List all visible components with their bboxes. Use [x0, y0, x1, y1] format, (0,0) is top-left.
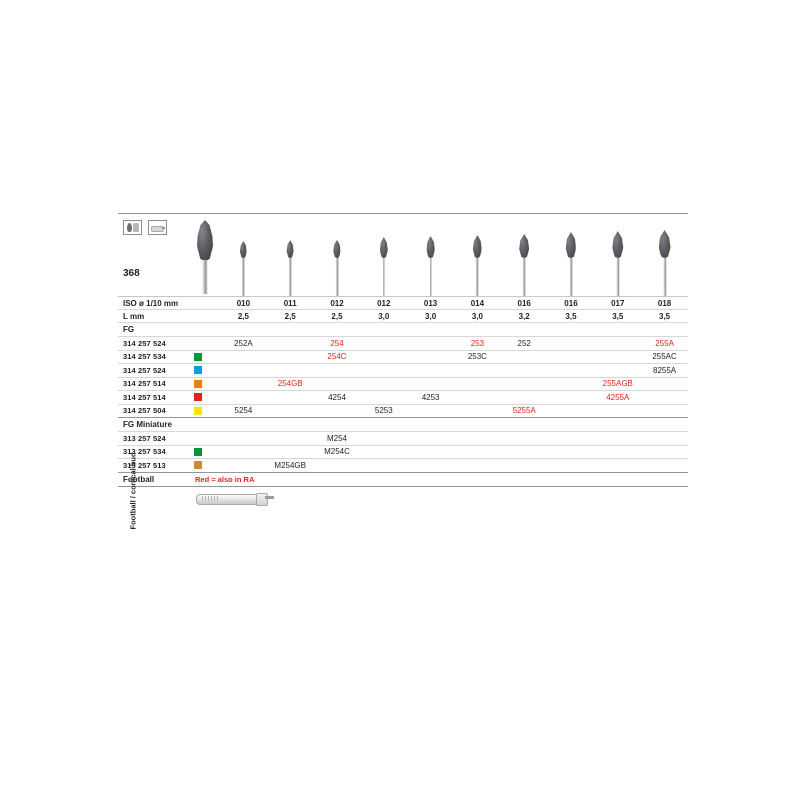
table-row	[118, 405, 688, 419]
empty-cell	[501, 352, 548, 361]
empty-cell	[641, 434, 688, 443]
iso-code: 314 257 504	[123, 406, 166, 416]
spec-value: 3,0	[378, 311, 390, 321]
table-row	[118, 391, 688, 405]
product-code[interactable]: 254GB	[277, 379, 303, 389]
empty-cell	[594, 352, 641, 361]
spec-value: 012	[377, 298, 391, 308]
row-values	[220, 461, 688, 470]
bur-illustration	[314, 214, 361, 296]
bur-head	[287, 240, 294, 258]
product-code[interactable]: 5253	[374, 406, 393, 416]
handpiece-icon	[148, 220, 167, 235]
empty-cell	[314, 461, 361, 470]
product-code[interactable]: 252A	[234, 338, 253, 348]
table-row	[118, 459, 688, 473]
row-values	[220, 366, 688, 375]
bur-illustration	[360, 214, 407, 296]
empty-cell	[407, 339, 454, 348]
bur-head	[197, 220, 213, 262]
empty-cell	[548, 461, 595, 470]
empty-cell	[267, 366, 314, 375]
empty-cell	[641, 393, 688, 402]
empty-cell	[267, 393, 314, 402]
bur-head	[659, 230, 671, 258]
spec-value: 3,0	[471, 311, 483, 321]
catalog-header	[118, 213, 688, 297]
product-code[interactable]: 5255A	[512, 406, 536, 416]
bur-head	[519, 234, 529, 258]
spec-values	[220, 299, 688, 308]
empty-cell	[407, 352, 454, 361]
swatch-cell	[190, 366, 220, 374]
grit-color-swatch	[194, 393, 202, 401]
product-code[interactable]: 5254	[234, 406, 253, 416]
empty-cell	[360, 379, 407, 388]
empty-cell	[548, 339, 595, 348]
empty-cell	[454, 379, 501, 388]
empty-cell	[360, 339, 407, 348]
empty-cell	[641, 447, 688, 456]
empty-cell	[641, 461, 688, 470]
empty-cell	[594, 434, 641, 443]
empty-cell	[267, 352, 314, 361]
empty-cell	[407, 447, 454, 456]
table-row	[118, 337, 688, 351]
empty-cell	[548, 434, 595, 443]
empty-cell	[407, 366, 454, 375]
iso-code: 314 257 514	[123, 392, 166, 402]
spec-row	[118, 297, 688, 310]
empty-cell	[314, 379, 361, 388]
empty-cell	[407, 406, 454, 415]
empty-cell	[220, 461, 267, 470]
bur-shank	[616, 254, 619, 296]
empty-cell	[548, 406, 595, 415]
swatch-cell	[190, 407, 220, 415]
empty-cell	[594, 461, 641, 470]
spec-value: 2,5	[237, 311, 249, 321]
bur-head	[240, 241, 247, 258]
empty-cell	[267, 339, 314, 348]
empty-cell	[267, 434, 314, 443]
spec-value: 010	[236, 298, 251, 308]
empty-cell	[641, 379, 688, 388]
catalog-sections	[118, 323, 688, 473]
empty-cell	[314, 366, 361, 375]
spec-value: 016	[517, 298, 531, 308]
bur-shank	[242, 254, 245, 296]
empty-cell	[220, 379, 267, 388]
spec-value: 3,2	[518, 311, 530, 321]
grit-color-swatch	[194, 353, 202, 361]
iso-code: 314 257 524	[123, 365, 166, 375]
swatch-cell	[190, 448, 220, 456]
empty-cell	[267, 406, 314, 415]
grit-color-swatch	[194, 461, 202, 469]
section-header	[118, 418, 688, 432]
spec-value: 3,5	[612, 311, 624, 321]
empty-cell	[454, 447, 501, 456]
bur-illustration	[641, 214, 688, 296]
spec-value: 2,5	[284, 311, 296, 321]
bur-catalog-sheet	[118, 213, 688, 553]
row-values	[220, 434, 688, 443]
bur-shank	[570, 254, 573, 296]
product-code[interactable]: 252	[517, 338, 531, 348]
bur-illustration	[548, 214, 595, 296]
spec-value: 017	[611, 298, 625, 308]
iso-code: 314 257 534	[123, 352, 166, 362]
empty-cell	[407, 434, 454, 443]
footer-row	[118, 473, 688, 487]
bur-head	[612, 231, 623, 258]
footer-caption: Football	[123, 474, 155, 484]
shape-caption-text: Football / conical bud	[128, 452, 138, 530]
grit-color-swatch	[194, 448, 202, 456]
product-code[interactable]: 8255A	[653, 365, 677, 375]
product-code[interactable]: 255A	[655, 338, 674, 348]
header-left	[118, 214, 190, 296]
empty-cell	[454, 461, 501, 470]
empty-cell	[501, 461, 548, 470]
empty-cell	[454, 366, 501, 375]
spec-value: 3,0	[425, 311, 437, 321]
spec-value: 018	[657, 298, 672, 308]
model-number: 368	[123, 268, 140, 279]
footer-legend: Red = also in RA	[195, 474, 255, 484]
empty-cell	[360, 434, 407, 443]
spec-value: 012	[330, 298, 344, 308]
table-row	[118, 432, 688, 446]
bur-head	[426, 236, 435, 258]
empty-cell	[360, 447, 407, 456]
empty-cell	[454, 434, 501, 443]
spec-value: 3,5	[659, 311, 671, 321]
row-values	[220, 406, 688, 415]
spec-row-label: L mm	[123, 311, 145, 321]
product-code[interactable]: 253	[470, 338, 485, 348]
empty-cell	[548, 366, 595, 375]
empty-cell	[594, 406, 641, 415]
spec-value: 3,5	[565, 311, 577, 321]
empty-cell	[407, 461, 454, 470]
empty-cell	[360, 393, 407, 402]
bur-shape-icon	[123, 220, 142, 235]
empty-cell	[548, 393, 595, 402]
row-values	[220, 352, 688, 361]
empty-cell	[220, 447, 267, 456]
bur-shank	[523, 254, 526, 296]
product-code[interactable]: 4254	[328, 392, 346, 402]
bur-illustration	[407, 214, 454, 296]
product-code[interactable]: 255AGB	[602, 379, 633, 389]
bur-size-illustrations	[220, 214, 688, 296]
empty-cell	[501, 434, 548, 443]
row-values	[220, 339, 688, 348]
product-code[interactable]: 255AC	[652, 352, 677, 362]
bur-head	[473, 235, 482, 258]
spec-value: 011	[283, 298, 297, 308]
empty-cell	[501, 447, 548, 456]
table-row	[118, 446, 688, 460]
bur-shank	[663, 254, 666, 296]
iso-code: 313 257 513	[123, 460, 166, 470]
empty-cell	[548, 352, 595, 361]
empty-cell	[594, 366, 641, 375]
section-title: FG	[123, 325, 135, 334]
empty-cell	[407, 379, 454, 388]
bur-shank	[203, 260, 208, 294]
bur-head	[380, 237, 388, 258]
spec-row-label: ISO ø 1/10 mm	[123, 298, 179, 308]
product-code[interactable]: M254GB	[274, 460, 306, 470]
empty-cell	[641, 406, 688, 415]
bur-shank	[336, 254, 339, 296]
swatch-cell	[190, 461, 220, 469]
product-code[interactable]: M254	[326, 433, 347, 443]
bur-shank	[476, 254, 479, 296]
empty-cell	[501, 379, 548, 388]
bur-shank	[429, 254, 432, 296]
empty-cell	[220, 393, 267, 402]
row-values	[220, 393, 688, 402]
empty-cell	[360, 352, 407, 361]
bur-illustration	[454, 214, 501, 296]
empty-cell	[360, 366, 407, 375]
iso-code: 313 257 534	[123, 447, 166, 457]
empty-cell	[454, 406, 501, 415]
empty-cell	[594, 447, 641, 456]
table-row	[118, 364, 688, 378]
swatch-cell	[190, 380, 220, 388]
handpiece-grip	[202, 496, 220, 501]
section-title: FG Miniature	[123, 420, 172, 429]
product-code[interactable]: M254C	[324, 447, 350, 457]
section-header	[118, 323, 688, 337]
bur-illustration	[220, 214, 267, 296]
product-code[interactable]: 253C	[467, 352, 487, 362]
spec-value: 013	[423, 298, 438, 308]
empty-cell	[454, 393, 501, 402]
handpiece-head	[256, 493, 268, 506]
empty-cell	[220, 434, 267, 443]
spec-value: 014	[470, 298, 485, 308]
bur-head	[566, 232, 577, 258]
table-row	[118, 351, 688, 365]
iso-code: 314 257 524	[123, 338, 166, 348]
bur-shank	[382, 254, 385, 296]
grit-color-swatch	[194, 380, 202, 388]
product-code[interactable]: 4253	[421, 392, 440, 402]
bur-illustration	[594, 214, 641, 296]
spec-value: 2,5	[331, 311, 343, 321]
product-code[interactable]: 4255A	[606, 392, 630, 402]
empty-cell	[548, 447, 595, 456]
bur-head	[333, 240, 341, 258]
empty-cell	[220, 352, 267, 361]
iso-code: 314 257 514	[123, 379, 166, 389]
empty-cell	[360, 461, 407, 470]
table-row	[118, 378, 688, 392]
bur-illustration	[501, 214, 548, 296]
bur-illustration	[267, 214, 314, 296]
empty-cell	[220, 366, 267, 375]
swatch-cell	[190, 353, 220, 361]
handpiece-illustration	[118, 487, 688, 513]
grit-color-swatch	[194, 407, 202, 415]
spec-row	[118, 310, 688, 323]
bur-shank	[289, 254, 292, 296]
spec-rows	[118, 297, 688, 323]
product-code[interactable]: 254C	[327, 352, 347, 362]
icon-row	[118, 214, 190, 235]
empty-cell	[501, 393, 548, 402]
row-values	[220, 447, 688, 456]
bur-large-graphic	[194, 220, 216, 294]
grit-color-swatch	[194, 366, 202, 374]
spec-value: 016	[564, 298, 578, 308]
handpiece-bur-tip	[265, 496, 274, 499]
empty-cell	[501, 366, 548, 375]
empty-cell	[267, 447, 314, 456]
empty-cell	[594, 339, 641, 348]
product-code[interactable]: 254	[330, 338, 344, 348]
empty-cell	[548, 379, 595, 388]
swatch-cell	[190, 393, 220, 401]
empty-cell	[314, 406, 361, 415]
reference-bur-illustration	[190, 214, 220, 296]
iso-code: 313 257 524	[123, 433, 166, 443]
spec-values	[220, 312, 688, 321]
row-values	[220, 379, 688, 388]
